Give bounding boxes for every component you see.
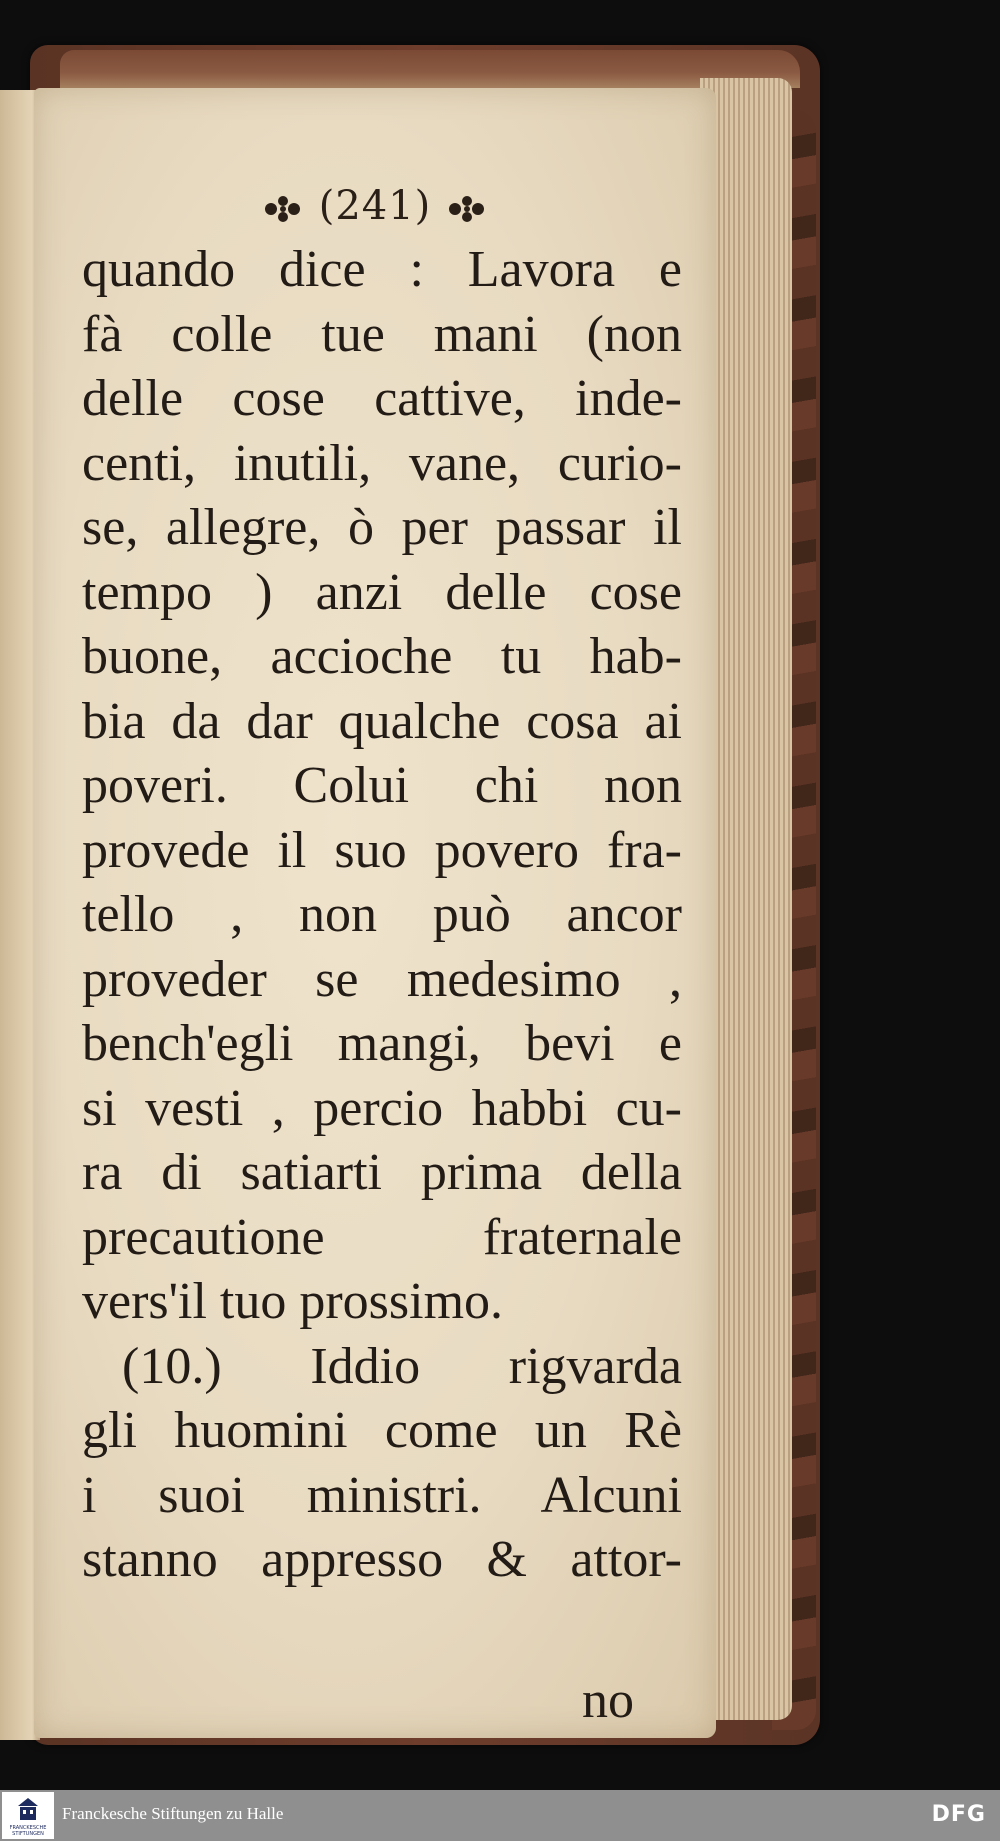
text-line: i suoi ministri. Alcuni (82, 1466, 682, 1524)
book-page (34, 88, 716, 1738)
text-line: (10.) Iddio rigvarda (122, 1337, 682, 1395)
cover-top-edge (60, 50, 800, 88)
text-line: tello , non può ancor (82, 886, 682, 943)
text-line: poveri. Colui chi non (82, 757, 682, 814)
text-line: si vesti , percio habbi cu- (82, 1079, 682, 1137)
text-line: ra di satiarti prima della (82, 1144, 682, 1201)
text-line: se, allegre, ò per passar il (82, 499, 682, 556)
catchword: no (582, 1672, 634, 1729)
building-icon (18, 1798, 38, 1822)
dfg-logo[interactable]: DFG (931, 1802, 986, 1827)
text-line: centi, inutili, vane, curio- (82, 434, 682, 492)
text-line: bia da dar qualche cosa ai (82, 692, 682, 750)
text-line: gli huomini come un Rè (82, 1402, 682, 1459)
text-line: precautione fraternale (82, 1208, 682, 1266)
page-number: (241) (318, 183, 432, 229)
institution-logo[interactable] (2, 1792, 54, 1839)
logo-caption: FRANCKESCHE STIFTUNGEN (9, 1825, 47, 1837)
text-line: bench'egli mangi, bevi e (82, 1015, 682, 1072)
right-ornament-icon (445, 191, 489, 227)
text-line: buone, accioche tu hab- (82, 628, 682, 685)
text-line: vers'il tuo prossimo. (82, 1273, 504, 1330)
text-line: proveder se medesimo , (82, 950, 682, 1008)
left-ornament-icon (261, 191, 305, 227)
text-line: fà colle tue mani (non (82, 305, 682, 363)
text-line: tempo ) anzi delle cose (82, 563, 682, 621)
institution-name[interactable]: Franckesche Stiftungen zu Halle (62, 1804, 284, 1823)
text-line: provede il suo povero fra- (82, 821, 682, 879)
text-line: quando dice : Lavora e (82, 241, 682, 298)
page-text (82, 238, 682, 1593)
text-line: delle cose cattive, inde- (82, 370, 682, 427)
page-header (34, 183, 716, 229)
footer-bar (0, 1790, 1000, 1841)
text-line: stanno appresso & attor- (82, 1531, 682, 1588)
